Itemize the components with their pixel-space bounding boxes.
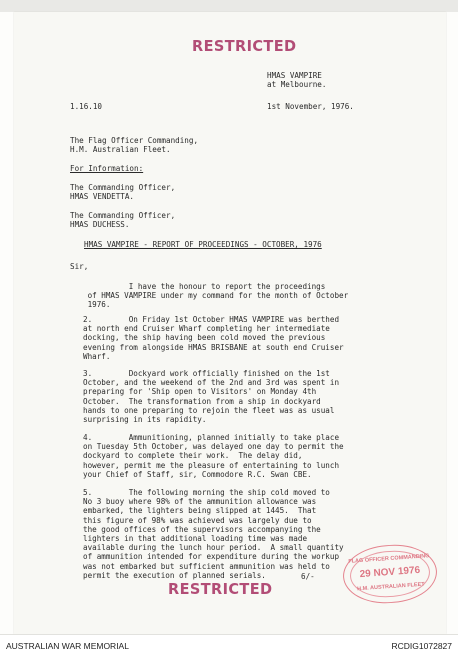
top-scan-border xyxy=(0,0,458,12)
info-addressee-2-line-2: HMAS DUCHESS. xyxy=(70,220,130,229)
info-addressee-1-line-1: The Commanding Officer, xyxy=(70,183,176,192)
report-title: HMAS VAMPIRE - REPORT OF PROCEEDINGS - OCTOBER, 1976 xyxy=(84,240,322,249)
paragraph-5: 5. The following morning the ship cold moved to No 3 buoy where 98% of the ammunition allowance was embarked, the lighters being slipped at 1445. That this figure of 98% was achieved was largely due to the good offices of the supervisors accompanying the lighters in that additional loading time was made available during the lunch hour period. A small quantity of ammunition intended for expenditure during the workup was not embarked but sufficient ammunition was held to permit the execution of planned serials. xyxy=(83,488,344,580)
continuation-marker: 6/- xyxy=(301,572,315,581)
ship-location: at Melbourne. xyxy=(267,80,327,89)
letter-date: 1st November, 1976. xyxy=(267,102,354,111)
paragraph-3: 3. Dockyard work officially finished on the 1st October, and the weekend of the 2nd and 3rd was spent in preparing for 'Ship open to Visitors' on Monday 4th October. The transformation from a ship in dockyard hands to one preparing to rejoin the fleet was as usual surprising in its rapidity. xyxy=(83,369,340,425)
paragraph-1: I have the honour to report the proceedings of HMAS VAMPIRE under my command for the month of October 1976. xyxy=(87,282,349,310)
salutation: Sir, xyxy=(70,262,89,271)
stamp-bottom-text: H.M. AUSTRALIAN FLEET xyxy=(356,581,425,593)
restricted-stamp-bottom: RESTRICTED xyxy=(168,581,273,599)
footer-record-id: RCDIG1072827 xyxy=(391,641,452,651)
for-information-label: For Information: xyxy=(70,164,144,173)
restricted-stamp-top: RESTRICTED xyxy=(192,38,297,56)
paragraph-4: 4. Ammunitioning, planned initially to take place on Tuesday 5th October, was delayed one day to permit the dockyard to complete their work. The delay did, however, permit me the pleasure of entertaining to lunch your Chief of Staff, sir, Commodore R.C. Swan CBE. xyxy=(83,433,344,479)
footer-source: AUSTRALIAN WAR MEMORIAL xyxy=(6,641,129,651)
addressee-line-2: H.M. Australian Fleet. xyxy=(70,145,171,154)
stamp-date: 29 NOV 1976 xyxy=(359,564,421,581)
stamp-top-text: FLAG OFFICER COMMANDING xyxy=(348,553,430,565)
archive-footer xyxy=(0,634,458,655)
info-addressee-2-line-1: The Commanding Officer, xyxy=(70,211,176,220)
info-addressee-1-line-2: HMAS VENDETTA. xyxy=(70,192,135,201)
paragraph-2: 2. On Friday 1st October HMAS VAMPIRE was berthed at north end Cruiser Wharf completing her intermediate docking, the ship having been cold moved the previous evening from alongside HMAS BRISBANE at south end Cruiser Wharf. xyxy=(83,315,344,361)
ship-name: HMAS VAMPIRE xyxy=(267,71,322,80)
file-reference: 1.16.10 xyxy=(70,102,103,111)
addressee-line-1: The Flag Officer Commanding, xyxy=(70,136,199,145)
document-page xyxy=(14,12,446,634)
